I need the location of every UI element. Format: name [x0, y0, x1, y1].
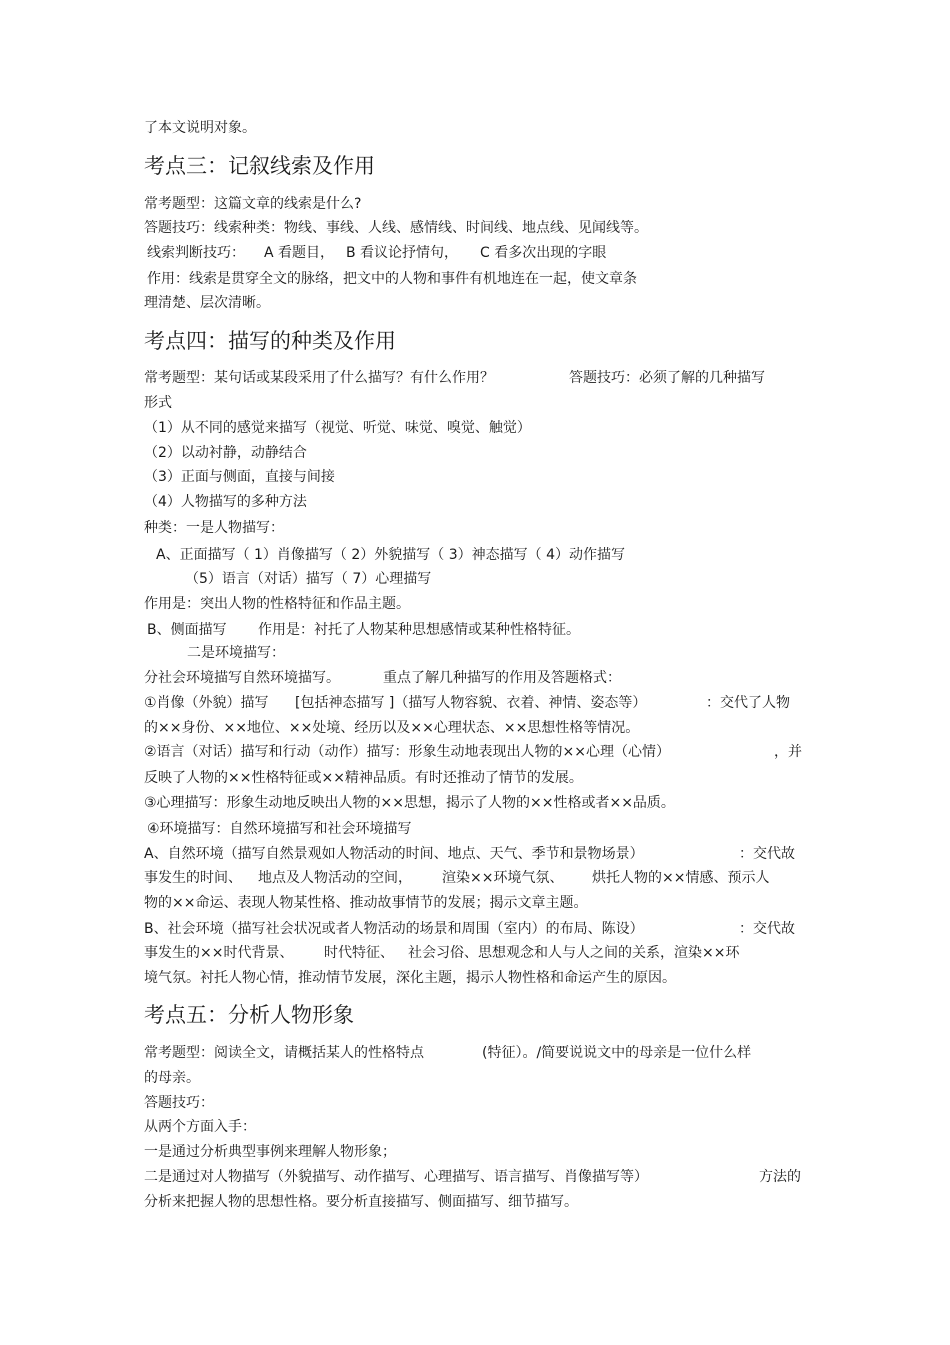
text-line: A、自然环境（描写自然景观如人物活动的时间、地点、天气、季节和景物场景） — [144, 846, 644, 862]
text-line: （3）正面与侧面，直接与间接 — [144, 469, 335, 485]
text-line: 常考题型：某句话或某段采用了什么描写？有什么作用？ — [144, 370, 494, 386]
text-line: ④环境描写：自然环境描写和社会环境描写 — [147, 821, 412, 837]
text-line: 二是环境描写： — [187, 645, 285, 661]
text-line: 分社会环境描写自然环境描写。 — [144, 670, 340, 686]
text-line: 二是通过对人物描写（外貌描写、动作描写、心理描写、语言描写、肖像描写等） — [144, 1169, 648, 1185]
text-line: 作用是：衬托了人物某种思想感情或某种性格特征。 — [258, 622, 580, 638]
text-line: ，并 — [774, 744, 802, 760]
text-line: ③心理描写：形象生动地反映出人物的××思想，揭示了人物的××性格或者××品质。 — [144, 795, 675, 811]
text-line: 事发生的时间、 — [144, 870, 242, 886]
text-line: 种类：一是人物描写： — [144, 520, 284, 536]
text-line: ②语言（对话）描写和行动（动作）描写：形象生动地表现出人物的××心理（心情） — [144, 744, 671, 760]
text-line: （4）人物描写的多种方法 — [144, 494, 307, 510]
section-heading-3: 考点三：记叙线索及作用 — [144, 154, 375, 178]
text-line: A 看题目， — [264, 245, 335, 261]
text-line: 一是通过分析典型事例来理解人物形象； — [144, 1144, 396, 1160]
text-line: C 看多次出现的字眼 — [480, 245, 607, 261]
text-line: 了本文说明对象。 — [144, 120, 256, 136]
text-line: B、侧面描写 — [147, 622, 227, 638]
text-line: （2）以动衬静，动静结合 — [144, 445, 307, 461]
text-line: 反映了人物的××性格特征或××精神品质。有时还推动了情节的发展。 — [144, 770, 583, 786]
text-line: 常考题型：阅读全文，请概括某人的性格特点 — [144, 1045, 424, 1061]
text-line: 重点了解几种描写的作用及答题格式： — [383, 670, 621, 686]
section-heading-4: 考点四：描写的种类及作用 — [144, 329, 396, 353]
text-line: （1）从不同的感觉来描写（视觉、听觉、味觉、嗅觉、触觉） — [144, 420, 531, 436]
text-line: 的××身份、××地位、××处境、经历以及××心理状态、××思想性格等情况。 — [144, 720, 640, 736]
text-line: 的母亲。 — [144, 1070, 200, 1086]
text-line: [包括神态描写 ]（描写人物容貌、衣着、神情、姿态等） — [295, 695, 647, 711]
text-line: 境气氛。衬托人物心情，推动情节发展，深化主题，揭示人物性格和命运产生的原因。 — [144, 970, 676, 986]
text-line: B 看议论抒情句， — [346, 245, 459, 261]
text-line: (特征）。/简要说说文中的母亲是一位什么样 — [482, 1045, 752, 1061]
text-line: 分析来把握人物的思想性格。要分析直接描写、侧面描写、细节描写。 — [144, 1194, 578, 1210]
text-line: 理清楚、层次清晰。 — [144, 295, 270, 311]
text-line: 答题技巧：必须了解的几种描写 — [569, 370, 765, 386]
text-line: 时代特征、 — [324, 945, 394, 961]
text-line: （5）语言（对话）描写（ 7）心理描写 — [185, 571, 432, 587]
text-line: 常考题型：这篇文章的线索是什么? — [144, 196, 362, 212]
text-line: ①肖像（外貌）描写 — [144, 695, 269, 711]
text-line: ：交代故 — [739, 846, 795, 862]
text-line: 作用：线索是贯穿全文的脉络，把文中的人物和事件有机地连在一起，使文章条 — [147, 271, 637, 287]
text-line: 答题技巧：线索种类：物线、事线、人线、感情线、时间线、地点线、见闻线等。 — [144, 220, 648, 236]
text-line: ：交代故 — [739, 921, 795, 937]
text-line: 线索判断技巧： — [147, 245, 245, 261]
text-line: 地点及人物活动的空间， — [258, 870, 412, 886]
text-line: 物的××命运、表现人物某性格、推动故事情节的发展；揭示文章主题。 — [144, 895, 588, 911]
text-line: 社会习俗、思想观念和人与人之间的关系，渲染××环 — [408, 945, 740, 961]
section-heading-5: 考点五：分析人物形象 — [144, 1003, 354, 1027]
text-line: 渲染××环境气氛、 — [442, 870, 564, 886]
text-line: A、正面描写（ 1）肖像描写（ 2）外貌描写（ 3）神态描写（ 4）动作描写 — [156, 547, 626, 563]
text-line: 方法的 — [759, 1169, 801, 1185]
text-line: 从两个方面入手： — [144, 1119, 256, 1135]
text-line: B、社会环境（描写社会状况或者人物活动的场景和周围（室内）的布局、陈设） — [144, 921, 644, 937]
text-line: 作用是：突出人物的性格特征和作品主题。 — [144, 596, 410, 612]
text-line: 形式 — [144, 395, 172, 411]
text-line: 答题技巧： — [144, 1095, 214, 1111]
text-line: 烘托人物的××情感、预示人 — [592, 870, 770, 886]
text-line: ：交代了人物 — [706, 695, 790, 711]
text-line: 事发生的××时代背景、 — [144, 945, 294, 961]
